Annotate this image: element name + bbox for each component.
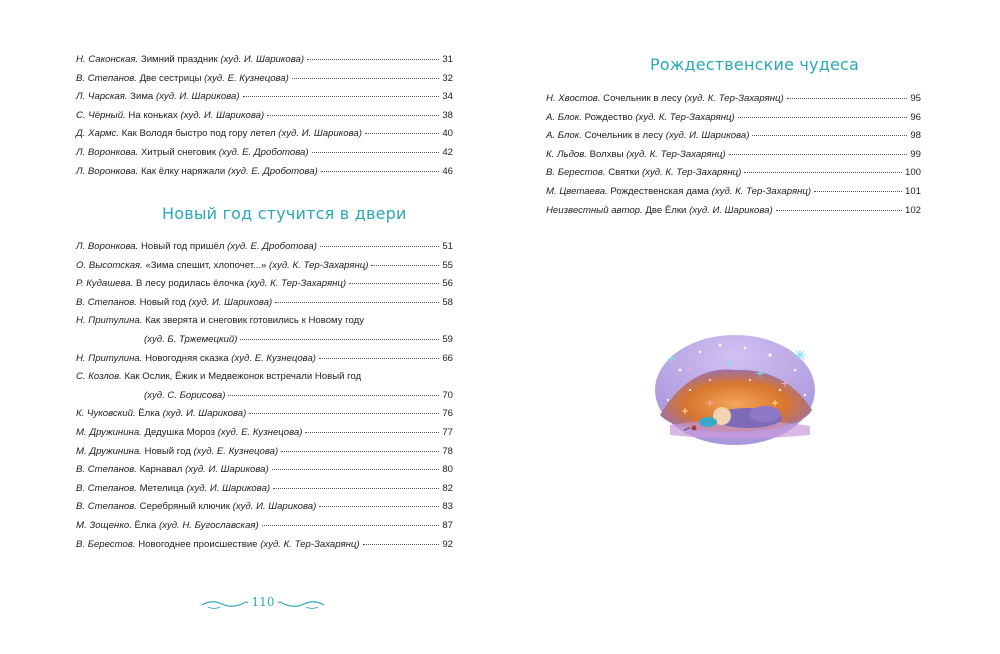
toc-title: Новый год: [144, 445, 191, 457]
toc-author: Л. Чарская.: [76, 91, 128, 103]
toc-title: Рождественская дама: [610, 186, 709, 197]
dot-leader: [738, 117, 908, 118]
dot-leader: [262, 525, 440, 526]
toc-entry-line: [76, 315, 453, 326]
toc-entry-line: [144, 390, 453, 401]
toc-author: Л. Воронкова.: [76, 147, 139, 158]
toc-illustrator: (худ. Б. Тржемецкий): [144, 334, 238, 345]
dot-leader: [273, 488, 439, 489]
toc-author: М. Зощенко.: [76, 520, 132, 531]
toc-illustrator: (худ. Е. Кузнецова): [193, 445, 279, 457]
toc-title: Дедушка Мороз: [144, 427, 216, 438]
toc-page-number: 87: [442, 520, 453, 531]
toc-page-number: 76: [442, 408, 453, 420]
toc-illustrator: (худ. Е. Дроботова): [227, 165, 318, 177]
toc-page-number: 92: [442, 538, 453, 550]
toc-illustrator: (худ. И. Шарикова): [689, 204, 773, 216]
dot-leader: [281, 451, 439, 452]
toc-entry: [76, 539, 453, 550]
toc-illustrator: (худ. Н. Бугославская): [158, 520, 259, 531]
toc-illustrator: (худ. Е. Кузнецова): [204, 72, 289, 84]
right-flourish-icon: [276, 596, 326, 612]
dot-leader: [776, 210, 902, 211]
toc-illustrator: (худ. К. Тер-Захарянц): [626, 148, 726, 160]
dot-leader: [814, 191, 902, 192]
dot-leader: [228, 395, 439, 396]
toc-title: Новый год: [139, 296, 186, 308]
toc-entry: [546, 93, 921, 104]
toc-title: Две Ёлки: [645, 204, 687, 216]
toc-entry: [76, 408, 453, 419]
toc-entry: [76, 501, 453, 512]
dot-leader: [312, 152, 440, 153]
dot-leader: [272, 469, 440, 470]
toc-page-number: 100: [904, 167, 921, 179]
toc-title: Святки: [608, 167, 640, 179]
toc-title: Волхвы: [589, 148, 624, 160]
toc-author: В. Степанов.: [76, 464, 137, 476]
dot-leader: [267, 115, 439, 116]
toc-page-number: 70: [442, 389, 453, 401]
toc-author: Н. Хвостов.: [546, 93, 601, 104]
toc-illustrator: (худ. Е. Дроботова): [218, 147, 309, 158]
toc-title: В лесу родилась ёлочка: [136, 278, 244, 290]
toc-illustrator: (худ. И. Шарикова): [188, 296, 273, 308]
dot-leader: [243, 96, 440, 97]
toc-page-number: 59: [442, 334, 453, 345]
toc-page-number: 34: [442, 91, 453, 103]
toc-illustrator: (худ. И. Шарикова): [232, 501, 317, 513]
toc-author: Н. Притулина.: [76, 315, 143, 327]
toc-title: Как Володя быстро под гору летел: [121, 128, 276, 140]
toc-title: Карнавал: [139, 464, 183, 476]
toc-author: К. Чуковский.: [76, 408, 136, 420]
toc-entry-line: [76, 371, 453, 382]
toc-title: Серебряный ключик: [139, 501, 230, 513]
toc-page-number: 51: [442, 241, 453, 252]
toc-title: Две сестрицы: [139, 72, 202, 84]
toc-title: Ёлка: [134, 520, 157, 531]
toc-illustrator: (худ. Е. Кузнецова): [217, 427, 303, 438]
dot-leader: [744, 172, 902, 173]
toc-illustrator: (худ. Е. Дроботова): [227, 241, 317, 252]
dot-leader: [729, 154, 908, 155]
dot-leader: [249, 413, 439, 414]
toc-entry: [76, 464, 453, 475]
toc-title: Зима: [130, 91, 154, 103]
toc-illustrator: (худ. К. Тер-Захарянц): [269, 259, 369, 271]
toc-page-number: 82: [442, 482, 453, 494]
toc-illustrator: (худ. И. Шарикова): [180, 109, 265, 121]
toc-illustrator: (худ. И. Шарикова): [220, 54, 305, 65]
toc-title: Новогодняя сказка: [145, 352, 229, 364]
toc-author: Л. Воронкова.: [76, 165, 139, 177]
toc-page-number: 56: [442, 278, 453, 290]
dot-leader: [307, 59, 439, 60]
toc-page-number: 98: [910, 130, 921, 142]
toc-author: О. Высотская.: [76, 259, 143, 271]
toc-page-number: 38: [442, 109, 453, 121]
toc-title: Метелица: [139, 482, 184, 494]
toc-author: В. Берестов.: [546, 167, 606, 179]
toc-illustrator: (худ. Е. Кузнецова): [231, 352, 316, 364]
illustration-sleeping-child: [650, 330, 820, 450]
toc-author: Неизвестный автор.: [546, 204, 643, 216]
dot-leader: [787, 98, 908, 99]
toc-entry-line: [144, 334, 453, 345]
toc-page-number: 66: [442, 352, 453, 364]
toc-illustrator: (худ. К. Тер-Захарянц): [246, 278, 347, 290]
toc-author: Д. Хармс.: [76, 128, 119, 140]
toc-page-number: 95: [910, 93, 921, 104]
toc-author: М. Дружинина.: [76, 445, 142, 457]
toc-entry: [76, 278, 453, 289]
page-folio: [200, 594, 326, 614]
toc-illustrator: (худ. К. Тер-Захарянц): [641, 167, 742, 179]
toc-illustrator: (худ. И. Шарикова): [186, 482, 271, 494]
toc-title: Рождество: [584, 111, 633, 123]
toc-title: Новогоднее происшествие: [138, 538, 258, 550]
toc-illustrator: (худ. К. Тер-Захарянц): [711, 186, 812, 197]
toc-title: Как зверята и снеговик готовились к Новому году: [145, 315, 365, 327]
toc-author: В. Степанов.: [76, 296, 137, 308]
toc-illustrator: (худ. К. Тер-Захарянц): [635, 111, 735, 123]
toc-entry: [76, 91, 453, 102]
toc-illustrator: (худ. И. Шарикова): [185, 464, 269, 476]
toc-page-number: 78: [442, 445, 453, 457]
section-heading-christmas: Рождественские чудеса: [650, 55, 860, 74]
toc-entry: [76, 166, 453, 177]
toc-page-number: 99: [910, 148, 921, 160]
toc-author: М. Дружинина.: [76, 427, 142, 438]
toc-illustrator: (худ. И. Шарикова): [162, 408, 247, 420]
dot-leader: [305, 432, 439, 433]
toc-entry: [76, 147, 453, 158]
dot-leader: [321, 171, 440, 172]
toc-entry: [546, 149, 921, 160]
dot-leader: [320, 246, 439, 247]
toc-title: На коньках: [128, 109, 178, 121]
toc-entry: [546, 130, 921, 141]
toc-title: Хитрый снеговик: [140, 147, 217, 158]
dot-leader: [752, 135, 907, 136]
dot-leader: [363, 544, 440, 545]
dot-leader: [292, 78, 439, 79]
dot-leader: [365, 133, 439, 134]
toc-author: М. Цветаева.: [546, 186, 608, 197]
toc-illustrator: (худ. И. Шарикова): [155, 91, 240, 103]
toc-illustrator: (худ. И. Шарикова): [278, 128, 362, 140]
toc-entry: [76, 427, 453, 438]
toc-author: К. Льдов.: [546, 148, 587, 160]
toc-title: Сочельник в лесу: [603, 93, 682, 104]
toc-entry: [76, 110, 453, 121]
toc-title: Как Ослик, Ёжик и Медвежонок встречали Новый год: [124, 371, 362, 383]
toc-title: Как ёлку наряжали: [140, 165, 226, 177]
toc-page-number: 96: [910, 111, 921, 123]
toc-illustrator: (худ. С. Борисова): [144, 389, 226, 401]
toc-illustrator: (худ. К. Тер-Захарянц): [260, 538, 360, 550]
toc-author: Н. Саконская.: [76, 54, 139, 65]
toc-page-number: 83: [442, 501, 453, 513]
toc-author: Н. Притулина.: [76, 352, 143, 364]
toc-page-number: 31: [442, 54, 453, 65]
toc-entry: [76, 241, 453, 252]
toc-author: В. Берестов.: [76, 538, 136, 550]
toc-entry: [76, 297, 453, 308]
toc-page-number: 101: [904, 186, 921, 197]
toc-page-number: 55: [442, 259, 453, 271]
dot-leader: [275, 302, 439, 303]
toc-author: С. Козлов.: [76, 371, 122, 383]
toc-entry: [76, 483, 453, 494]
dot-leader: [371, 265, 439, 266]
toc-page-number: 42: [442, 147, 453, 158]
toc-entry: [546, 205, 921, 216]
toc-entry: [546, 167, 921, 178]
toc-author: Л. Воронкова.: [76, 241, 139, 252]
toc-entry: [76, 54, 453, 65]
toc-entry: [76, 353, 453, 364]
dot-leader: [319, 358, 439, 359]
toc-page-number: 58: [442, 296, 453, 308]
toc-title: Новый год пришёл: [140, 241, 225, 252]
toc-title: «Зима спешит, хлопочет...»: [145, 259, 267, 271]
toc-author: Р. Кудашева.: [76, 278, 134, 290]
toc-author: С. Чёрный.: [76, 109, 126, 121]
toc-illustrator: (худ. И. Шарикова): [665, 130, 750, 142]
toc-entry: [76, 520, 453, 531]
toc-entry: [546, 112, 921, 123]
toc-entry: [76, 128, 453, 139]
toc-page-number: 77: [442, 427, 453, 438]
page-number: 110: [251, 595, 275, 609]
dot-leader: [240, 339, 439, 340]
toc-title: Ёлка: [138, 408, 160, 420]
toc-page-number: 80: [442, 464, 453, 476]
toc-entry: [546, 186, 921, 197]
toc-author: В. Степанов.: [76, 72, 137, 84]
toc-page-number: 46: [442, 165, 453, 177]
toc-author: В. Степанов.: [76, 482, 137, 494]
toc-title: Сочельник в лесу: [584, 130, 664, 142]
toc-author: А. Блок.: [546, 130, 582, 142]
toc-title: Зимний праздник: [140, 54, 218, 65]
toc-entry: [76, 73, 453, 84]
toc-illustrator: (худ. К. Тер-Захарянц): [684, 93, 784, 104]
toc-page-number: 32: [442, 72, 453, 84]
toc-entry: [76, 260, 453, 271]
dot-leader: [319, 506, 439, 507]
toc-page-number: 40: [442, 128, 453, 140]
toc-page-number: 102: [904, 204, 921, 216]
dot-leader: [349, 283, 439, 284]
toc-entry: [76, 446, 453, 457]
section-heading-new-year: Новый год стучится в двери: [162, 204, 407, 223]
toc-author: В. Степанов.: [76, 501, 137, 513]
toc-author: А. Блок.: [546, 111, 582, 123]
